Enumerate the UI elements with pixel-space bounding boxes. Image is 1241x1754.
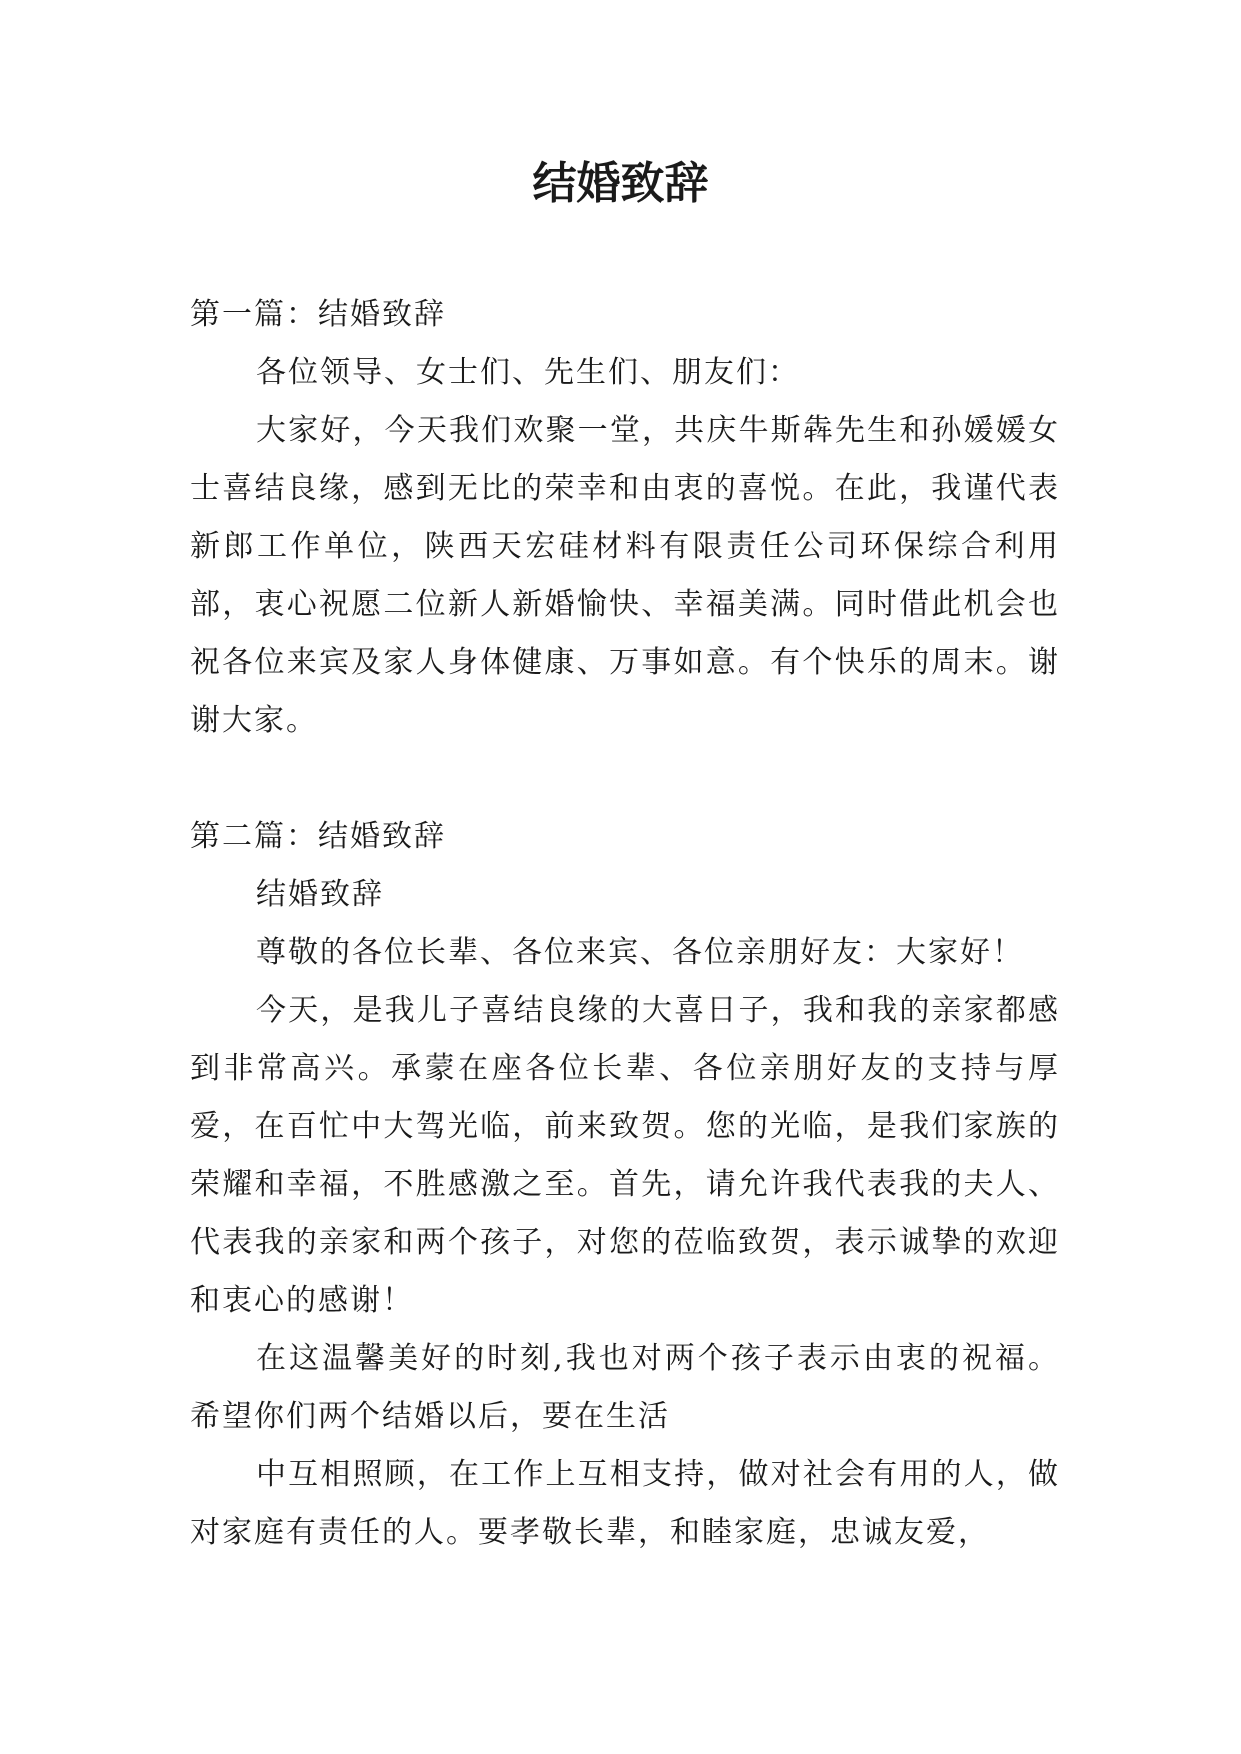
paragraph: 结婚致辞 <box>256 877 384 912</box>
section-heading: 第二篇：结婚致辞 <box>190 819 446 854</box>
paragraph: 尊敬的各位长辈、各位来宾、各位亲朋好友：大家好！ <box>256 935 1024 970</box>
section-1 <box>190 286 1060 750</box>
paragraph: 今天，是我儿子喜结良缘的大喜日子，我和我的亲家都感到非常高兴。承蒙在座各位长辈、各位亲朋好友的支持与厚爱，在百忙中大驾光临，前来致贺。您的光临，是我们家族的荣耀和幸福，不胜感激之至。首先，请允许我代表我的夫人、代表我的亲家和两个孩子，对您的莅临致贺，表示诚挚的欢迎和衷心的感谢！ <box>190 993 1060 1318</box>
paragraph: 大家好，今天我们欢聚一堂，共庆牛斯犇先生和孙媛媛女士喜结良缘，感到无比的荣幸和由衷的喜悦。在此，我谨代表新郎工作单位，陕西天宏硅材料有限责任公司环保综合利用部，衷心祝愿二位新人新婚愉快、幸福美满。同时借此机会也祝各位来宾及家人身体健康、万事如意。有个快乐的周末。谢谢大家。 <box>190 413 1060 738</box>
section-divider <box>190 750 1060 808</box>
section-heading: 第一篇：结婚致辞 <box>190 297 446 332</box>
document-title: 结婚致辞 <box>532 158 709 209</box>
paragraph: 各位领导、女士们、先生们、朋友们： <box>256 355 800 390</box>
section-2 <box>190 808 1060 1562</box>
document-body <box>190 286 1060 1562</box>
paragraph: 中互相照顾，在工作上互相支持，做对社会有用的人，做对家庭有责任的人。要孝敬长辈，和睦家庭，忠诚友爱， <box>190 1457 1060 1550</box>
paragraph: 在这温馨美好的时刻,我也对两个孩子表示由衷的祝福。希望你们两个结婚以后，要在生活 <box>190 1341 1060 1434</box>
